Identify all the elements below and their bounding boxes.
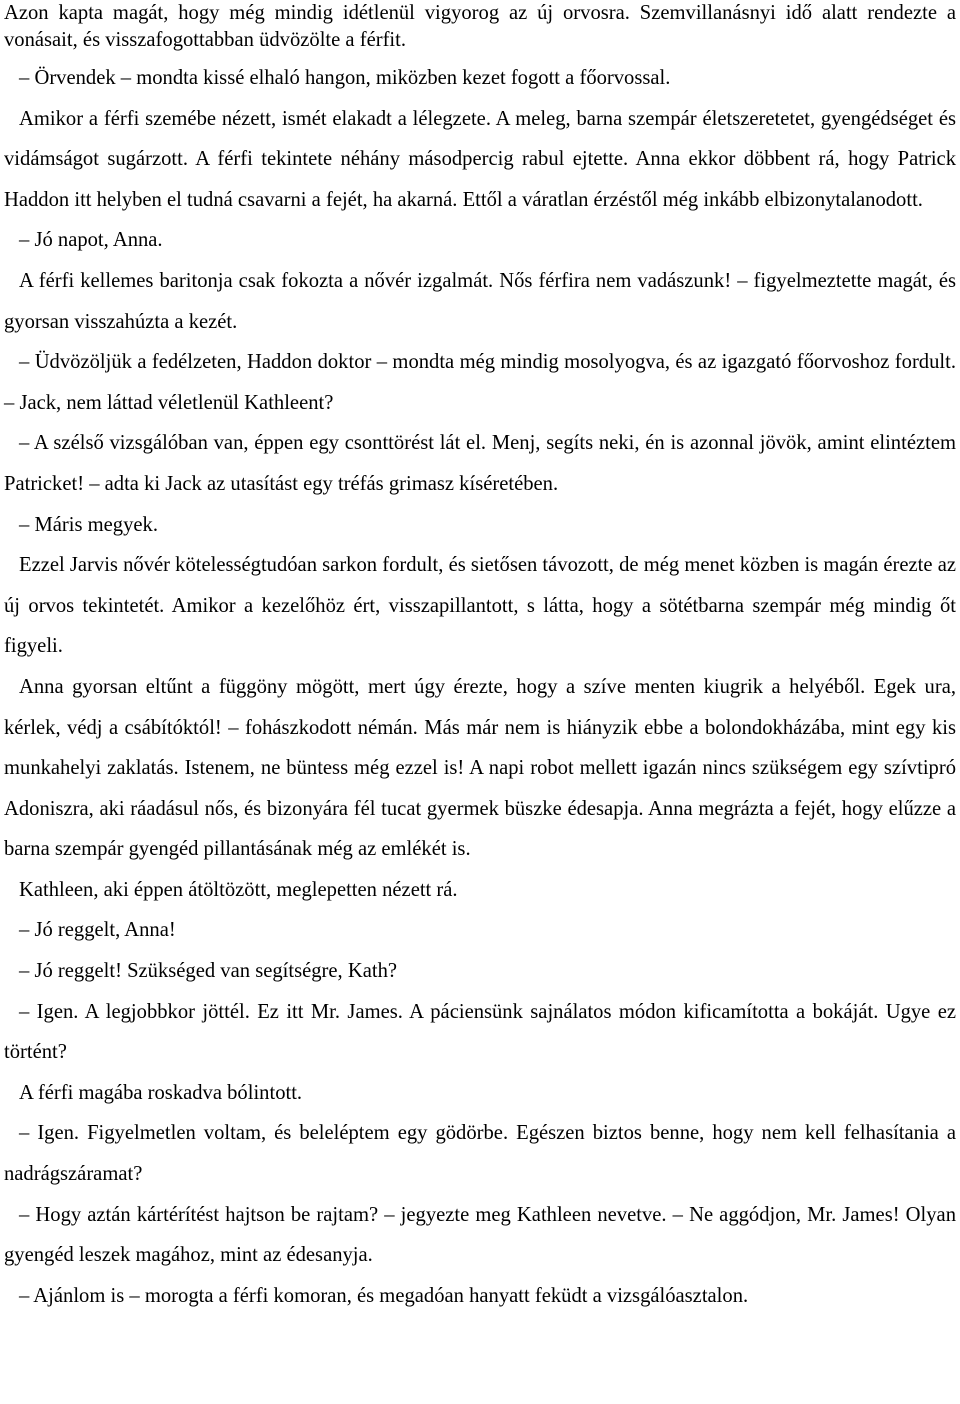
paragraph-16: – Igen. Figyelmetlen voltam, és beleléptem egy gödörbe. Egészen biztos benne, hogy nem kell felhasítania a nadrágszáramat? [4,1122,956,1186]
paragraph-18: – Ajánlom is – morogta a férfi komoran, és megadóan hanyatt feküdt a vizsgálóasztalon. [19,1284,749,1307]
paragraph-4: – Jó napot, Anna. [19,229,163,252]
paragraph-10: Anna gyorsan eltűnt a függöny mögött, mert úgy érezte, hogy a szíve menten kiugrik a helyéből. Egek ura, kérlek, védj a csábítóktól! – fohászkodott némán. Más már nem is hiányzik ebbe a bolondokházába, mint egy kis munkahelyi zaklatás. Istenem, ne büntess még ezzel is! A napi robot mellett igazán nincs szükségem egy szívtipró Adoniszra, aki ráadásul nős, és bizonyára fél tucat gyermek büszke édesapja. Anna megrázta a fejét, hogy elűzze a barna szempár gyengéd pillantásának még az emlékét is. [4,675,956,861]
paragraph-14: – Igen. A legjobbkor jöttél. Ez itt Mr. James. A páciensünk sajnálatos módon kificamította a bokáját. Ugye ez történt? [4,1000,956,1064]
paragraph-8: – Máris megyek. [19,513,158,536]
paragraph-5: A férfi kellemes baritonja csak fokozta a nővér izgalmát. Nős férfira nem vadászunk! – figyelmeztette magát, és gyorsan visszahúzta a kezét. [4,269,956,333]
paragraph-13: – Jó reggelt! Szükséged van segítségre, Kath? [19,960,398,983]
paragraph-7: – A szélső vizsgálóban van, éppen egy csonttörést lát el. Menj, segíts neki, én is azonnal jövök, amint elintéztem Patricket! – adta ki Jack az utasítást egy tréfás grimasz kíséretében. [4,432,956,495]
paragraph-1: Azon kapta magát, hogy még mindig idétlenül vigyorog az új orvosra. Szemvillanásnyi idő alatt rendezte a vonásait, és visszafogottabban üdvözölte a férfit. [4,2,956,51]
paragraph-2: – Örvendek – mondta kissé elhaló hangon, miközben kezet fogott a főorvossal. [19,67,671,89]
document-page [4,0,956,1316]
paragraph-15: A férfi magába roskadva bólintott. [19,1081,303,1104]
paragraph-12: – Jó reggelt, Anna! [19,919,176,942]
paragraph-17: – Hogy aztán kártérítést hajtson be rajtam? – jegyezte meg Kathleen nevetve. – Ne aggódjon, Mr. James! Olyan gyengéd leszek magához, mint az édesanyja. [4,1203,956,1267]
paragraph-6: – Üdvözöljük a fedélzeten, Haddon doktor – mondta még mindig mosolyogva, és az igazgató főorvoshoz fordult. – Jack, nem láttad véletlenül Kathleent? [4,351,956,414]
paragraph-3: Amikor a férfi szemébe nézett, ismét elakadt a lélegzete. A meleg, barna szempár életszeretetet, gyengédséget és vidámságot sugárzott. A férfi tekintete néhány másodpercig rabul ejtette. Anna ekkor döbbent rá, hogy Patrick Haddon itt helyben el tudná csavarni a fejét, ha akarná. Ettől a váratlan érzéstől még inkább elbizonytalanodott. [4,107,956,211]
paragraph-11: Kathleen, aki éppen átöltözött, meglepetten nézett rá. [19,878,458,901]
paragraph-9: Ezzel Jarvis nővér kötelességtudóan sarkon fordult, és sietősen távozott, de még menet közben is magán érezte az új orvos tekintetét. Amikor a kezelőhöz ért, visszapillantott, s látta, hogy a sötétbarna szempár még mindig őt figyeli. [4,554,956,658]
